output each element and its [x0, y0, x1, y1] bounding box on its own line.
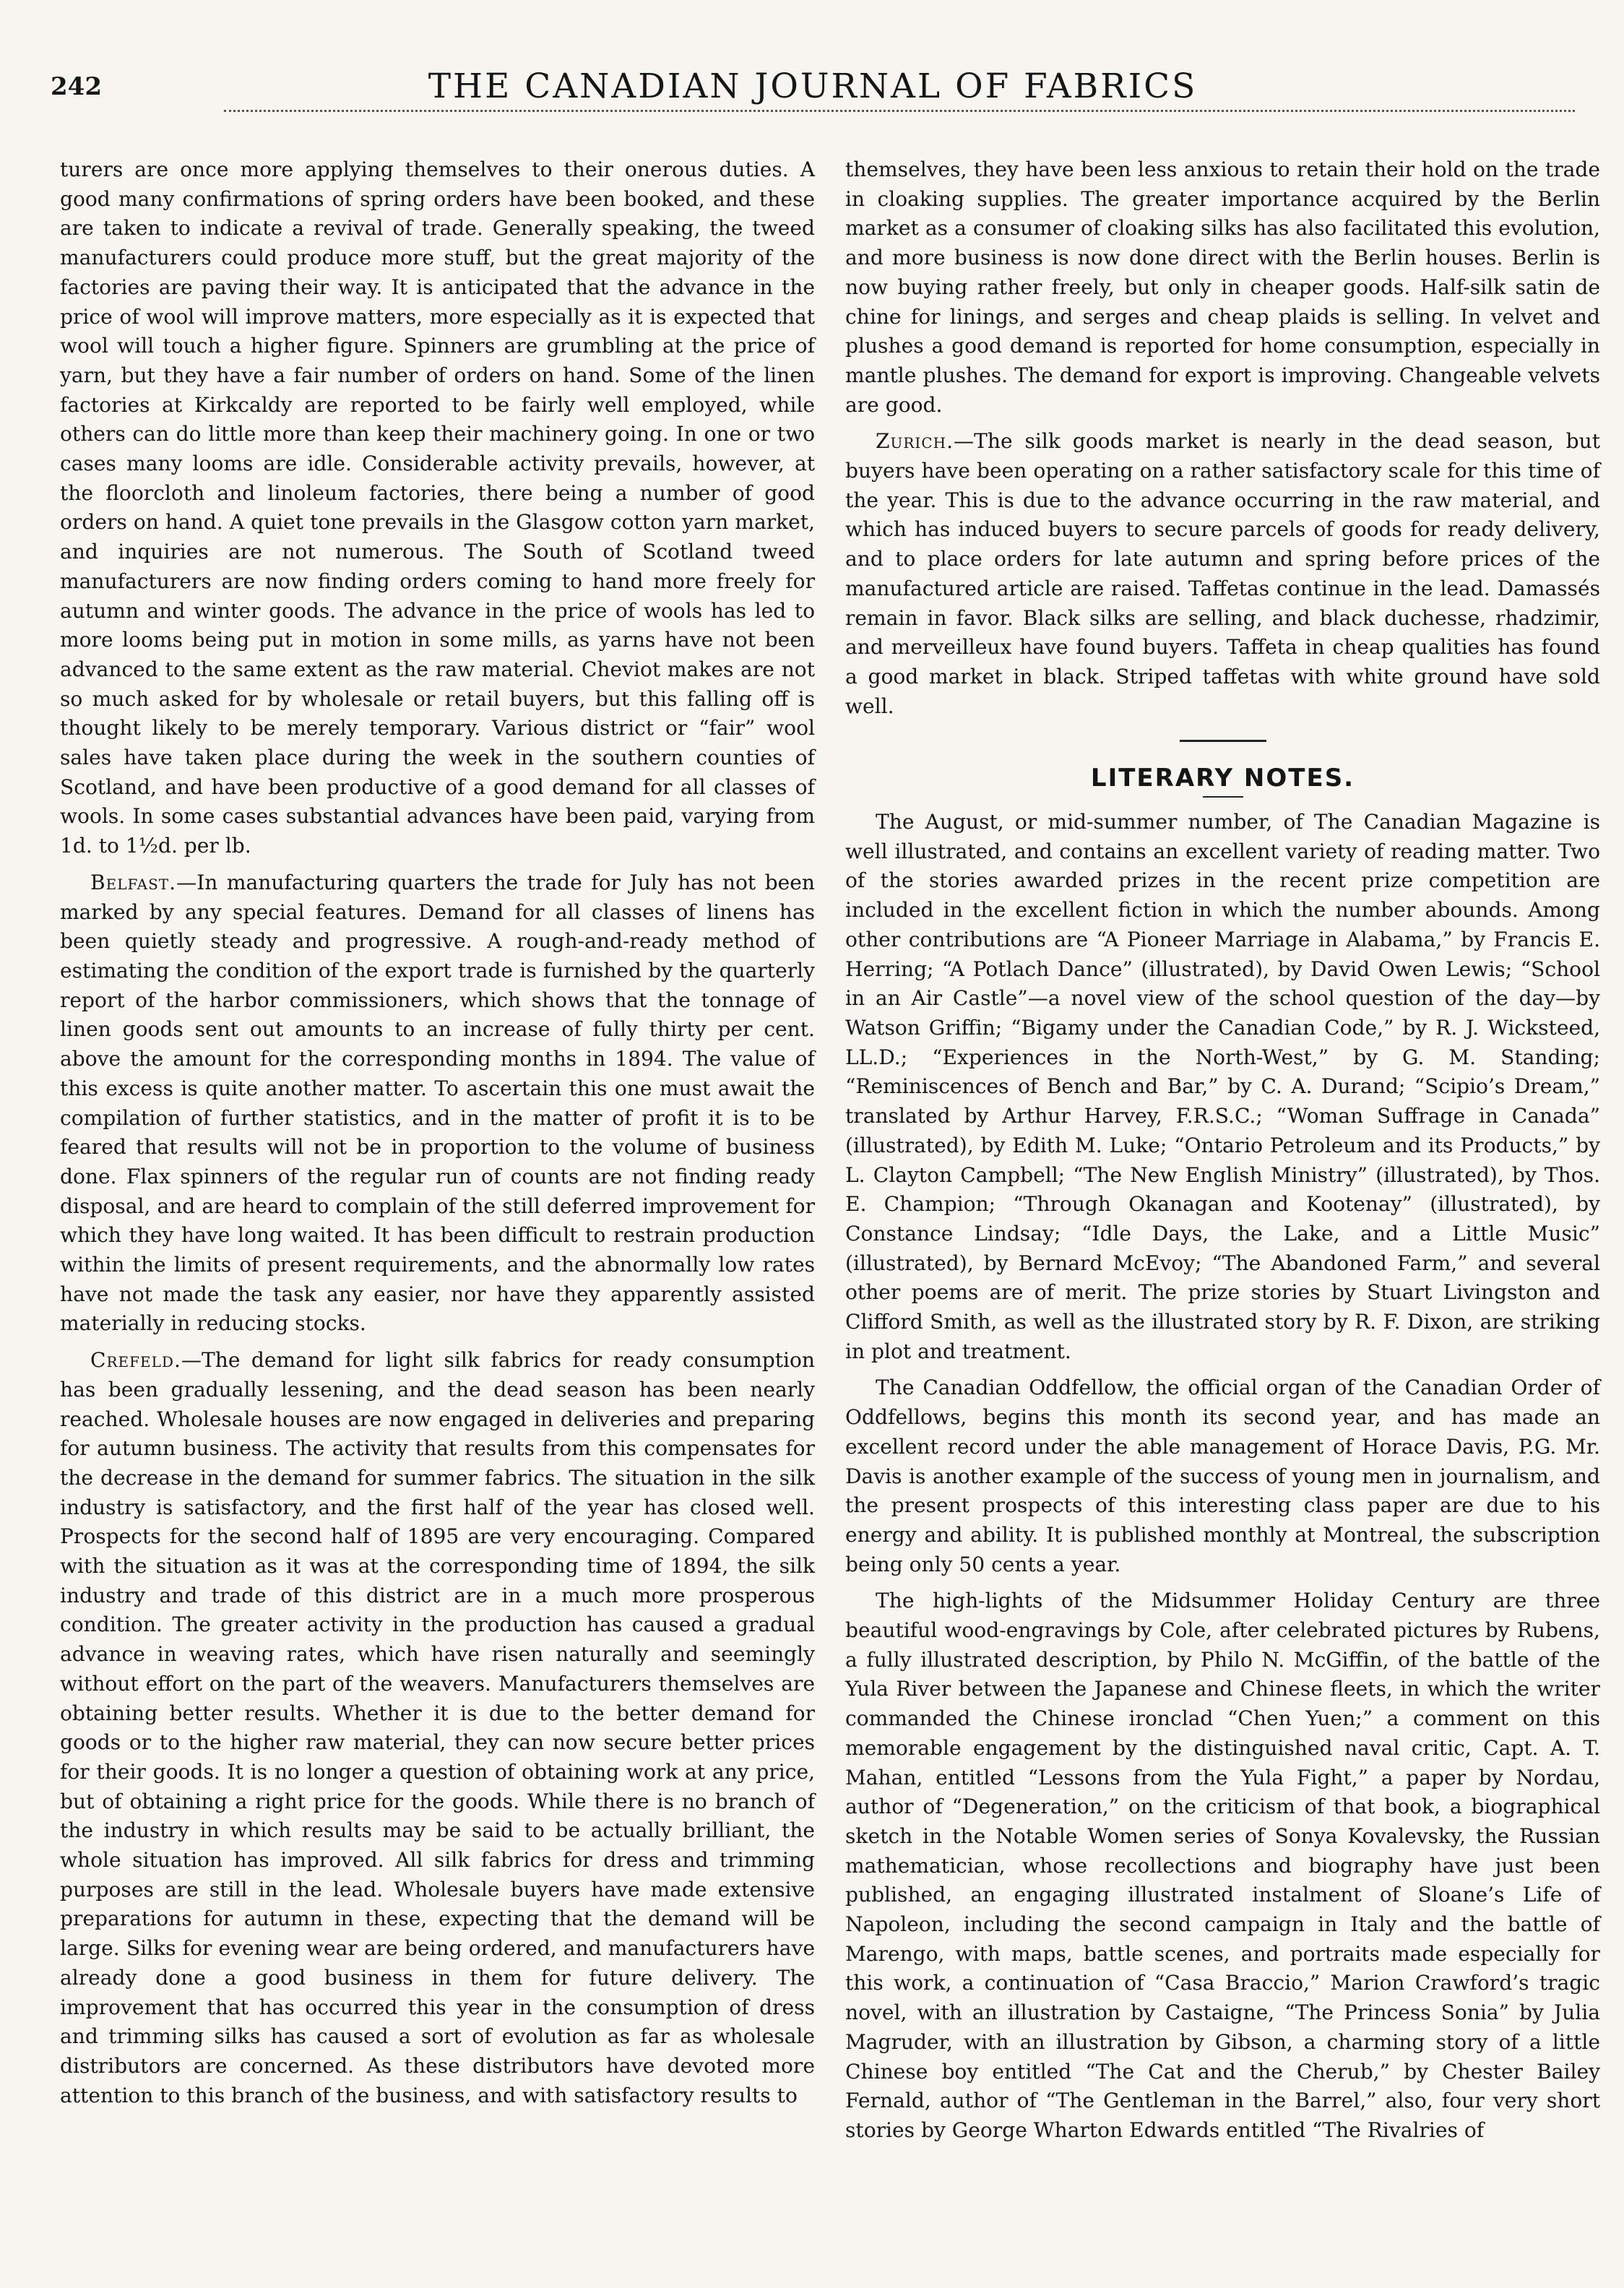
paragraph-canadian-oddfellow: The Canadian Oddfellow, the official organ of the Canadian Order of Oddfellows, begins this month its second year, and has made an excellent record under the able management of Horace Davis, P.G. Mr. Davis is another example of the success of young men in journalism, and the present prospects of this interesting class paper are due to his energy and ability. It is published monthly at Montreal, the subscription being only 50 cents a year.: [845, 1376, 1600, 1576]
paragraph-belfast: [60, 868, 815, 1339]
page-number: 242: [51, 72, 102, 101]
journal-title: THE CANADIAN JOURNAL OF FABRICS: [428, 66, 1198, 106]
belfast-text: —In manufacturing quarters the trade for July has not been marked by any special features. Demand for all classes of linens has been quietly steady and progressive. A rough-and-ready method of estimating the condition of the export trade is furnished by the quarterly report of the harbor commissioners, which shows that the tonnage of linen goods sent out amounts to an increase of fully thirty per cent. above the amount for the corresponding months in 1894. The value of this excess is quite another matter. To ascertain this one must await the compilation of further statistics, and in the matter of profit it is to be feared that results will not be in proportion to the volume of business done. Flax spinners of the regular run of counts are not finding ready disposal, and are heard to complain of the still deferred improvement for which they have long waited. It has been difficult to restrain production within the limits of present requirements, and the abnormally low rates have not made the task any easier, nor have they apparently assisted materially in reducing stocks.: [60, 870, 815, 1336]
heading-underline: [1203, 796, 1243, 798]
section-separator: [1180, 740, 1266, 742]
paragraph-zurich: [845, 427, 1600, 721]
paragraph-canadian-magazine: The August, or mid-summer number, of The Canadian Magazine is well illustrated, and contains an excellent variety of reading matter. Two of the stories awarded prizes in the recent prize competition are included in the excellent fiction in which the number abounds. Among other contributions are “A Pioneer Marriage in Alabama,” by Francis E. Herring; “A Potlach Dance” (illustrated), by David Owen Lewis; “School in an Air Castle”—a novel view of the school question of the day—by Watson Griffin; “Bigamy under the Canadian Code,” by R. J. Wicksteed, LL.D.; “Experiences in the North-West,” by G. M. Standing; “Reminiscences of Bench and Bar,” by C. A. Durand; “Scipio’s Dream,” translated by Arthur Harvey, F.R.S.C.; “Woman Suffrage in Canada” (illustrated), by Edith M. Luke; “Ontario Petroleum and its Products,” by L. Clayton Campbell; “The New English Ministry” (illustrated), by Thos. E. Champion; “Through Okanagan and Kootenay” (illustrated), by Constance Lindsay; “Idle Days, the Lake, and a Little Music” (illustrated), by Bernard McEvoy; “The Abandoned Farm,” and several other poems are of merit. The prize stories by Stuart Livingston and Clifford Smith, as well as the illustrated story by R. F. Dixon, are striking in plot and treatment.: [845, 810, 1600, 1363]
location-belfast: Belfast.: [90, 870, 177, 894]
paragraph-crefeld: [60, 1346, 815, 2110]
page-header: [51, 66, 1575, 117]
zurich-text: —The silk goods market is nearly in the dead season, but buyers have been operating on a rather satisfactory scale for this time of the year. This is due to the advance occurring in the raw material, and which has induced buyers to secure parcels of goods for ready delivery, and to place orders for late autumn and spring before prices of the manufactured article are raised. Taffetas continue in the lead. Damassés remain in favor. Black silks are selling, and black duchesse, rhadzimir, and merveilleux have found buyers. Taffeta in cheap qualities has found a good market in black. Striped taffetas with white ground have sold well.: [845, 429, 1600, 718]
location-zurich: Zurich.: [876, 429, 954, 454]
left-column: [60, 155, 815, 2118]
right-column: [845, 155, 1600, 2153]
paragraph-century: The high-lights of the Midsummer Holiday Century are three beautiful wood-engravings by Cole, after celebrated pictures by Rubens, a fully illustrated description, by Philo N. McGiffin, of the battle of the Yula River between the Japanese and Chinese fleets, in which the writer commanded the Chinese ironclad “Chen Yuen;” a comment on this memorable engagement by the distinguished naval critic, Capt. A. T. Mahan, entitled “Lessons from the Yula Fight,” a paper by Nordau, author of “Degeneration,” on the criticism of that book, a biographical sketch in the Notable Women series of Sonya Kovalevsky, the Russian mathematician, whose recollections and biography have just been published, an engaging illustrated instalment of Sloane’s Life of Napoleon, including the second campaign in Italy and the battle of Marengo, with maps, battle scenes, and portraits made especially for this work, a continuation of “Casa Braccio,” Marion Crawford’s tragic novel, with an illustration by Castaigne, “The Princess Sonia” by Julia Magruder, with an illustration by Gibson, a charming story of a little Chinese boy entitled “The Cat and the Cherub,” by Chester Bailey Fernald, author of “The Gentleman in the Barrel,” also, four very short stories by George Wharton Edwards entitled “The Rivalries of: [845, 1589, 1600, 2142]
paragraph-scotland: turers are once more applying themselves to their onerous duties. A good many confirmations of spring orders have been booked, and these are taken to indicate a revival of trade. Generally speaking, the tweed manufacturers could produce more stuff, but the great majority of the factories are paving their way. It is anticipated that the advance in the price of wool will improve matters, more especially as it is expected that wool will touch a higher figure. Spinners are grumbling at the price of yarn, but they have a fair number of orders on hand. Some of the linen factories at Kirkcaldy are reported to be fairly well employed, while others can do little more than keep their machinery going. In one or two cases many looms are idle. Considerable activity prevails, however, at the floorcloth and linoleum factories, there being a number of good orders on hand. A quiet tone prevails in the Glasgow cotton yarn market, and inquiries are not numerous. The South of Scotland tweed manufacturers are now finding orders coming to hand more freely for autumn and winter goods. The advance in the price of wools has led to more looms being put in motion in some mills, as yarns have not been advanced to the same extent as the raw material. Cheviot makes are not so much asked for by wholesale or retail buyers, but this falling off is thought likely to be merely temporary. Various district or “fair” wool sales have taken place during the week in the southern counties of Scotland, and have been productive of a good demand for all classes of wools. In some cases substantial advances have been paid, varying from 1d. to 1½d. per lb.: [60, 157, 815, 858]
header-rule: [224, 110, 1575, 112]
location-crefeld: Crefeld.: [90, 1348, 181, 1373]
paragraph-crefeld-continued: themselves, they have been less anxious to retain their hold on the trade in cloaking supplies. The greater importance acquired by the Berlin market as a consumer of cloaking silks has also facilitated this evolution, and more business is now done direct with the Berlin houses. Berlin is now buying rather freely, but only in cheaper goods. Half-silk satin de chine for linings, and serges and cheap plaids is selling. In velvet and plushes a good demand is reported for home consumption, especially in mantle plushes. The demand for export is improving. Changeable velvets are good.: [845, 157, 1600, 417]
literary-notes-heading: LITERARY NOTES.: [1090, 764, 1355, 793]
crefeld-text: —The demand for light silk fabrics for ready consumption has been gradually lessening, and the dead season has been nearly reached. Wholesale houses are now engaged in deliveries and preparing for autumn business. The activity that results from this compensates for the decrease in the demand for summer fabrics. The situation in the silk industry is satisfactory, and the first half of the year has closed well. Prospects for the second half of 1895 are very encouraging. Compared with the situation as it was at the corresponding time of 1894, the silk industry and trade of this district are in a much more prosperous condition. The greater activity in the production has caused a gradual advance in weaving rates, which have risen naturally and seemingly without effort on the part of the weavers. Manufacturers themselves are obtaining better results. Whether it is due to the better demand for goods or to the higher raw material, they can now secure better prices for their goods. It is no longer a question of obtaining work at any price, but of obtaining a right price for the goods. While there is no branch of the industry in which results may be said to be actually brilliant, the whole situation has improved. All silk fabrics for dress and trimming purposes are still in the lead. Wholesale buyers have made extensive preparations for autumn in these, expecting that the demand will be large. Silks for evening wear are being ordered, and manufacturers have already done a good business in them for future delivery. The improvement that has occurred this year in the consumption of dress and trimming silks has caused a sort of evolution as far as wholesale distributors are concerned. As these distributors have devoted more attention to this branch of the business, and with satisfactory results to: [60, 1348, 815, 2107]
